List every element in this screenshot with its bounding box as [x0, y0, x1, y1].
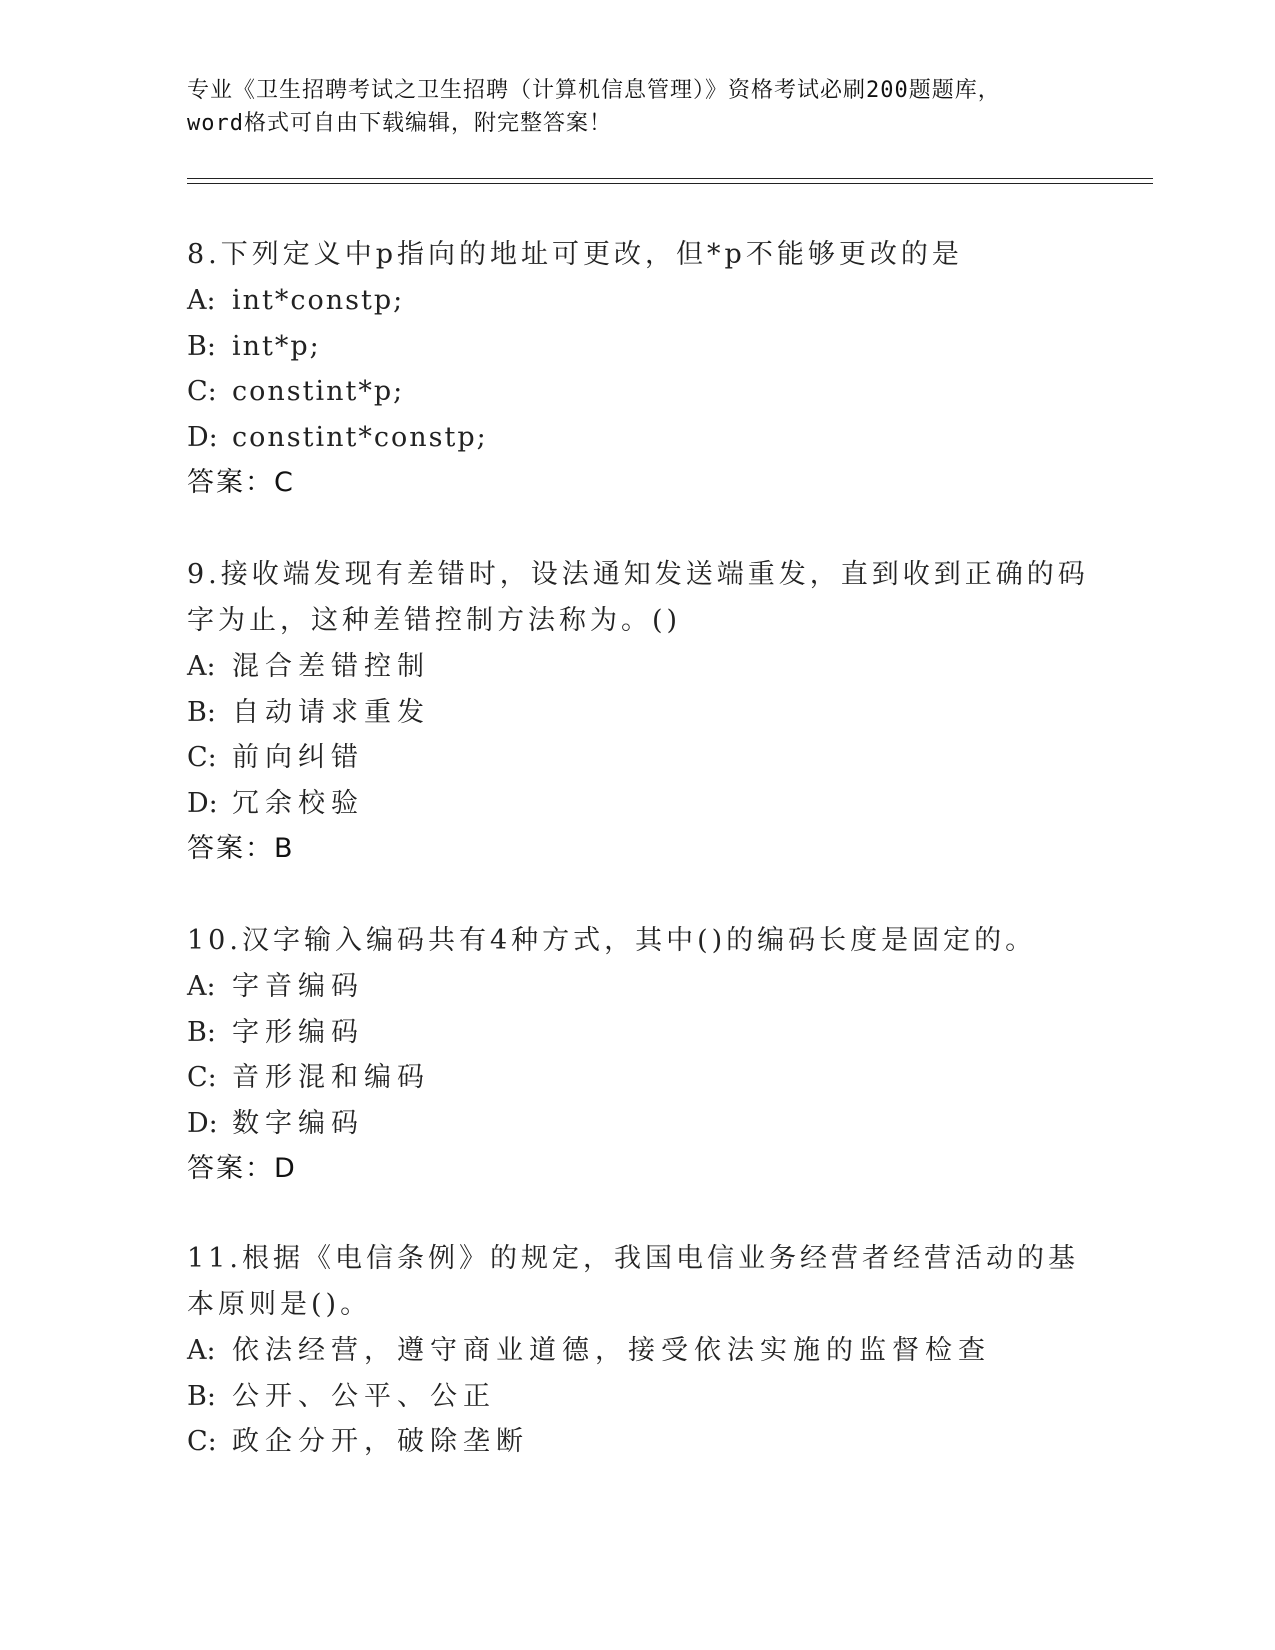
option-letter: D: [187, 787, 218, 819]
option-letter: B: [187, 1380, 216, 1412]
option-text: 冗余校验 [232, 787, 364, 819]
option-a [187, 964, 1107, 1010]
option-letter: A: [187, 651, 216, 682]
option-a [187, 278, 1107, 324]
option-letter: A: [187, 285, 216, 316]
option-b [187, 690, 1107, 736]
option-d [187, 1101, 1107, 1147]
option-b [187, 324, 1107, 370]
option-b [187, 1374, 1107, 1420]
option-letter: C: [187, 376, 217, 407]
question-stem: 11.根据《电信条例》的规定，我国电信业务经营者经营活动的基本原则是()。 [187, 1243, 1079, 1320]
option-c [187, 1055, 1107, 1101]
option-text: 前向纠错 [232, 742, 364, 773]
option-a [187, 1328, 1107, 1374]
question-stem: 8.下列定义中p指向的地址可更改，但*p不能够更改的是 [187, 239, 963, 270]
option-text: constint*constp; [232, 421, 488, 453]
question-11 [187, 1236, 1107, 1465]
document-header [187, 74, 1087, 140]
option-letter: B: [187, 330, 216, 362]
option-text: 字音编码 [232, 971, 364, 1002]
option-a [187, 644, 1107, 690]
option-letter: D: [187, 1107, 218, 1139]
question-9 [187, 552, 1107, 872]
option-text: int*p; [232, 330, 321, 362]
option-letter: A: [187, 1335, 216, 1366]
answer-label: 答案：D [187, 1153, 297, 1184]
option-c [187, 369, 1107, 415]
option-text: int*constp; [232, 285, 405, 316]
header-divider-top [187, 178, 1153, 179]
option-text: 混合差错控制 [232, 651, 430, 682]
option-d [187, 415, 1107, 461]
option-d [187, 781, 1107, 827]
option-letter: C: [187, 742, 217, 773]
header-line-1: 专业《卫生招聘考试之卫生招聘（计算机信息管理）》资格考试必刷200题题库， [187, 78, 1001, 103]
option-text: 依法经营，遵守商业道德，接受依法实施的监督检查 [232, 1335, 991, 1366]
question-10 [187, 918, 1107, 1192]
option-c [187, 735, 1107, 781]
option-text: 字形编码 [232, 1016, 364, 1048]
option-letter: C: [187, 1062, 217, 1093]
answer-label: 答案：C [187, 467, 295, 498]
option-text: 音形混和编码 [232, 1062, 430, 1093]
option-letter: C: [187, 1426, 217, 1457]
option-text: 自动请求重发 [232, 696, 430, 728]
option-letter: D: [187, 421, 218, 453]
question-stem: 10.汉字输入编码共有4种方式，其中()的编码长度是固定的。 [187, 925, 1037, 956]
question-stem: 9.接收端发现有差错时，设法通知发送端重发，直到收到正确的码字为止，这种差错控制方法称为。() [187, 559, 1089, 636]
option-text: 数字编码 [232, 1107, 364, 1139]
option-b [187, 1010, 1107, 1056]
option-text: 公开、公平、公正 [232, 1380, 496, 1412]
header-divider-bottom [187, 183, 1153, 184]
option-letter: A: [187, 971, 216, 1002]
question-8 [187, 232, 1107, 506]
option-c [187, 1419, 1107, 1465]
option-letter: B: [187, 696, 216, 728]
option-letter: B: [187, 1016, 216, 1048]
option-text: 政企分开，破除垄断 [232, 1426, 529, 1457]
answer-label: 答案：B [187, 833, 295, 864]
header-line-2: word格式可自由下载编辑，附完整答案！ [187, 111, 612, 136]
option-text: constint*p; [232, 376, 405, 407]
